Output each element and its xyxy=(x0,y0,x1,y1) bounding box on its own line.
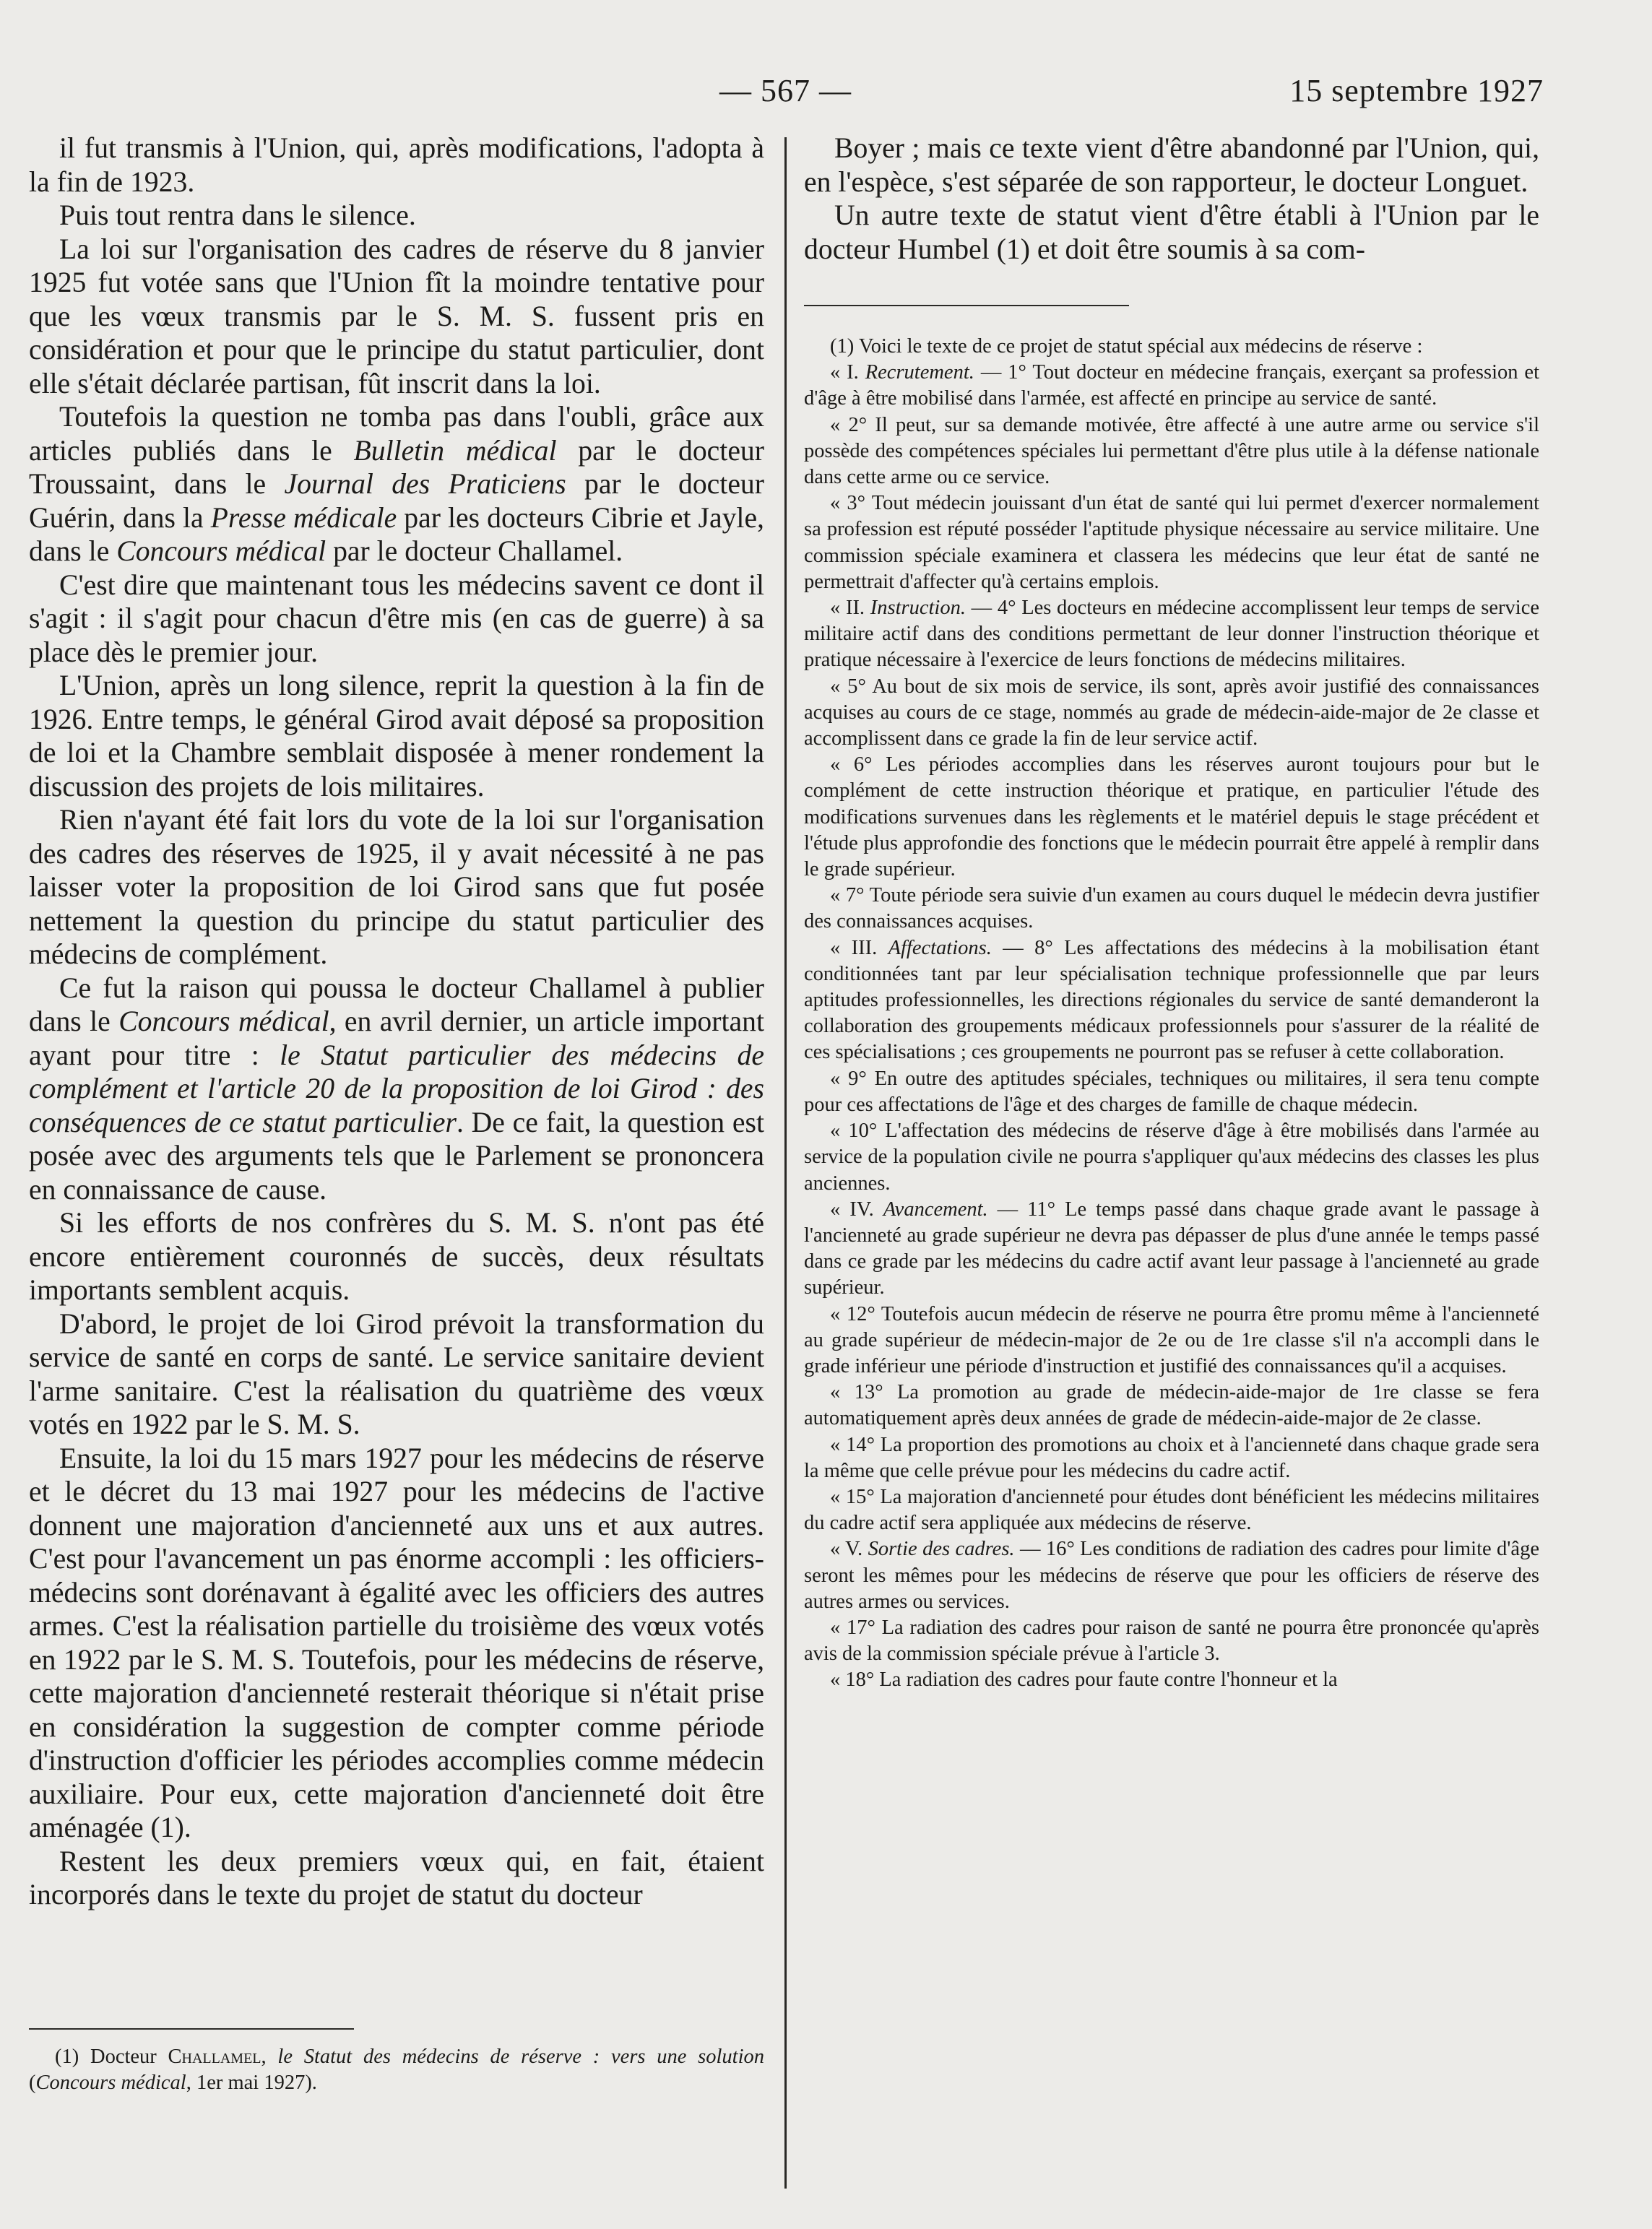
statute-article: « 15° La majoration d'ancienneté pour études dont bénéficient les médecins militaires du cadre actif sera appliquée aux médecins de réserve. xyxy=(804,1485,1539,1535)
statute-article: « 17° La radiation des cadres pour raison de santé ne pourra être prononcée qu'après avis de la commission spéciale prévue à l'article 3. xyxy=(804,1616,1539,1666)
statute-article: « 3° Tout médecin jouissant d'un état de santé qui lui permet d'exercer normalement sa profession est réputé posséder l'aptitude physique nécessaire au service militaire. Une commission spéciale examinera et classera les médecins que leur état de santé ne permettrait d'affecter qu'à certains emplois. xyxy=(804,492,1539,593)
statute-article: « II. Instruction. — 4° Les docteurs en médecine accomplissent leur temps de service militaire actif dans des conditions permettant de leur donner l'instruction théorique et pratique nécessaire à l'exercice de leurs fonctions de médecins militaires. xyxy=(804,597,1540,672)
footnote-left: (1) Docteur Challamel, le Statut des médecins de réserve : vers une solution (Concours médical, 1er mai 1927). xyxy=(29,2046,764,2094)
article-heading: Affectations. xyxy=(888,936,992,959)
paragraph: Ce fut la raison qui poussa le docteur Challamel à publier dans le Concours médical, en avril dernier, un article important ayant pour titre : le Statut particulier des médecins de complément et l'article 20 de la proposition de loi Girod : des conséquences de ce statut particulier. De ce fait, la question est posée avec des arguments tels que le Parlement se prononcera en connaissance de cause. xyxy=(29,971,765,1206)
statute-article: « 5° Au bout de six mois de service, ils sont, après avoir justifié des connaissances acquises au cours de ce stage, nommés au grade de médecin-aide-major de 2e classe et accomplissent dans ce grade la fin de leur service actif. xyxy=(804,675,1539,750)
article-heading: Instruction. xyxy=(870,597,966,620)
statute-article: « 12° Toutefois aucun médecin de réserve ne pourra être promu même à l'ancienneté au grade supérieur de médecin-major de 2e ou de 1re classe s'il n'a accompli dans le grade inférieur une période d'instruction et justifié des connaissances qu'il a acquises. xyxy=(804,1302,1540,1377)
statute-article: « IV. Avancement. — 11° Le temps passé dans chaque grade avant le passage à l'ancienneté au grade supérieur ne devra pas dépasser de plus d'une année le temps passé dans ce grade par les médecins du cadre actif avant leur passage à l'ancienneté au grade supérieur. xyxy=(804,1198,1539,1299)
paragraph: D'abord, le projet de loi Girod prévoit la transformation du service de santé en corps de santé. Le service sanitaire devient l'arme sanitaire. C'est la réalisation du quatrième des vœux votés en 1922 par le S. M. S. xyxy=(29,1307,764,1440)
paragraph: Un autre texte de statut vient d'être établi à l'Union par le docteur Humbel (1) et doit être soumis à sa com- xyxy=(804,199,1539,265)
issue-date: 15 septembre 1927 xyxy=(1289,73,1544,108)
statute-article: « V. Sortie des cadres. — 16° Les conditions de radiation des cadres pour limite d'âge seront les mêmes pour les médecins de réserve que pour les officiers de réserve des autres armes ou services. xyxy=(804,1538,1539,1613)
paragraph: Rien n'ayant été fait lors du vote de la loi sur l'organisation des cadres des réserves de 1925, il y avait nécessité à ne pas laisser voter la proposition de loi Girod sans que fut posée nettement la question du principe du statut particulier des médecins de complément. xyxy=(29,804,764,970)
paragraph: Toutefois la question ne tomba pas dans l'oubli, grâce aux articles publiés dans le Bulletin médical par le docteur Troussaint, dans le Journal des Praticiens par le docteur Guérin, dans la Presse médicale par les docteurs Cibrie et Jayle, dans le Concours médical par le docteur Challamel. xyxy=(29,401,764,567)
paragraph: Puis tout rentra dans le silence. xyxy=(59,199,416,231)
statute-article: « 2° Il peut, sur sa demande motivée, être affecté à une autre arme ou service s'il possède des compétences spéciales lui permettant d'être plus utile à la défense nationale dans cette arme ou ce service. xyxy=(804,413,1539,489)
statute-articles xyxy=(804,360,1539,1693)
left-column xyxy=(29,131,764,1912)
article-heading: Sortie des cadres. xyxy=(868,1538,1015,1561)
statute-article: « 7° Toute période sera suivie d'un examen au cours duquel le médecin devra justifier des connaissances acquises. xyxy=(804,884,1539,933)
paragraph: L'Union, après un long silence, reprit la question à la fin de 1926. Entre temps, le général Girod avait déposé sa proposition de loi et la Chambre semblait disposée à mener rondement la discussion des projets de lois militaires. xyxy=(29,670,764,802)
footnote-intro: (1) Voici le texte de ce projet de statut spécial aux médecins de réserve : xyxy=(830,335,1423,358)
page-number: — 567 — xyxy=(719,73,852,108)
paragraph: C'est dire que maintenant tous les médecins savent ce dont il s'agit : il s'agit pour chacun d'être mis (en cas de guerre) à sa place dès le premier jour. xyxy=(29,568,764,668)
column-divider xyxy=(784,137,787,2189)
statute-article: « 6° Les périodes accomplies dans les réserves auront toujours pour but le complément de cette instruction théorique et pratique, en particulier l'étude des modifications survenues dans les règlements et le matériel depuis le stage précédent et l'étude plus approfondie des fonctions que le médecin pourrait être appelé à remplir dans le grade supérieur. xyxy=(804,753,1539,881)
statute-footnote xyxy=(804,334,1539,1694)
statute-article: « I. Recrutement. — 1° Tout docteur en médecine français, exerçant sa profession et d'âge à être mobilisé dans l'armée, est affecté en principe au service de santé. xyxy=(804,361,1539,410)
footnote-rule xyxy=(29,2028,354,2030)
paragraph: Ensuite, la loi du 15 mars 1927 pour les médecins de réserve et le décret du 13 mai 1927 pour les médecins de l'active donnent une majoration d'ancienneté aux uns et aux autres. C'est pour l'avancement un pas énorme accompli : les officiers-médecins sont dorénavant à égalité avec les officiers des autres armes. C'est la réalisation partielle du troisième des vœux votés en 1922 par le S. M. S. Toutefois, pour les médecins de réserve, cette majoration d'ancienneté resterait théorique si n'était prise en considération la suggestion de compter comme période d'instruction d'officier les périodes accomplies comme médecin auxiliaire. Pour eux, cette majoration d'ancienneté doit être aménagée (1). xyxy=(29,1442,764,1843)
footnote-rule xyxy=(804,305,1129,306)
paragraph: Restent les deux premiers vœux qui, en fait, étaient incorporés dans le texte du projet de statut du docteur xyxy=(29,1845,764,1910)
statute-article: « III. Affectations. — 8° Les affectations des médecins à la mobilisation étant conditionnées tant par leur spécialisation technique professionnelle que par leurs aptitudes professionnelles, les directions régionales du service de santé demanderont la collaboration des groupements médicaux professionnels pour s'assurer de la réalité de ces spécialisations ; ces groupements ne pourront pas se refuser à cette collaboration. xyxy=(804,936,1539,1064)
paragraph: Si les efforts de nos confrères du S. M. S. n'ont pas été encore entièrement couronnés de succès, deux résultats importants semblent acquis. xyxy=(29,1207,764,1306)
statute-article: « 13° La promotion au grade de médecin-aide-major de 1re classe se fera automatiquement après deux années de grade de médecin-aide-major de 2e classe. xyxy=(804,1381,1539,1430)
article-heading: Avancement. xyxy=(883,1198,988,1221)
statute-article: « 9° En outre des aptitudes spéciales, techniques ou militaires, il sera tenu compte pour ces affectations de l'âge et des charges de famille de chaque médecin. xyxy=(804,1067,1540,1116)
paragraph: La loi sur l'organisation des cadres de réserve du 8 janvier 1925 fut votée sans que l'Union fît la moindre tentative pour que les vœux transmis par le S. M. S. fussent pris en considération et pour que le principe du statut particulier, dont elle s'était déclarée partisan, fût inscrit dans la loi. xyxy=(29,233,764,399)
article-heading: Recrutement. xyxy=(865,361,974,384)
statute-article: « 10° L'affectation des médecins de réserve d'âge à être mobilisés dans l'armée au service de la population civile ne pourra s'appliquer qu'aux médecins des classes les plus anciennes. xyxy=(804,1120,1540,1195)
statute-article: « 18° La radiation des cadres pour faute contre l'honneur et la xyxy=(830,1668,1338,1692)
paragraph: il fut transmis à l'Union, qui, après modifications, l'adopta à la fin de 1923. xyxy=(29,132,764,198)
statute-article: « 14° La proportion des promotions au choix et à l'ancienneté dans chaque grade sera la même que celle prévue pour les médecins du cadre actif. xyxy=(804,1433,1540,1482)
paragraph: Boyer ; mais ce texte vient d'être abandonné par l'Union, qui, en l'espèce, s'est séparée de son rapporteur, le docteur Longuet. xyxy=(804,132,1539,198)
right-column xyxy=(804,131,1539,1694)
